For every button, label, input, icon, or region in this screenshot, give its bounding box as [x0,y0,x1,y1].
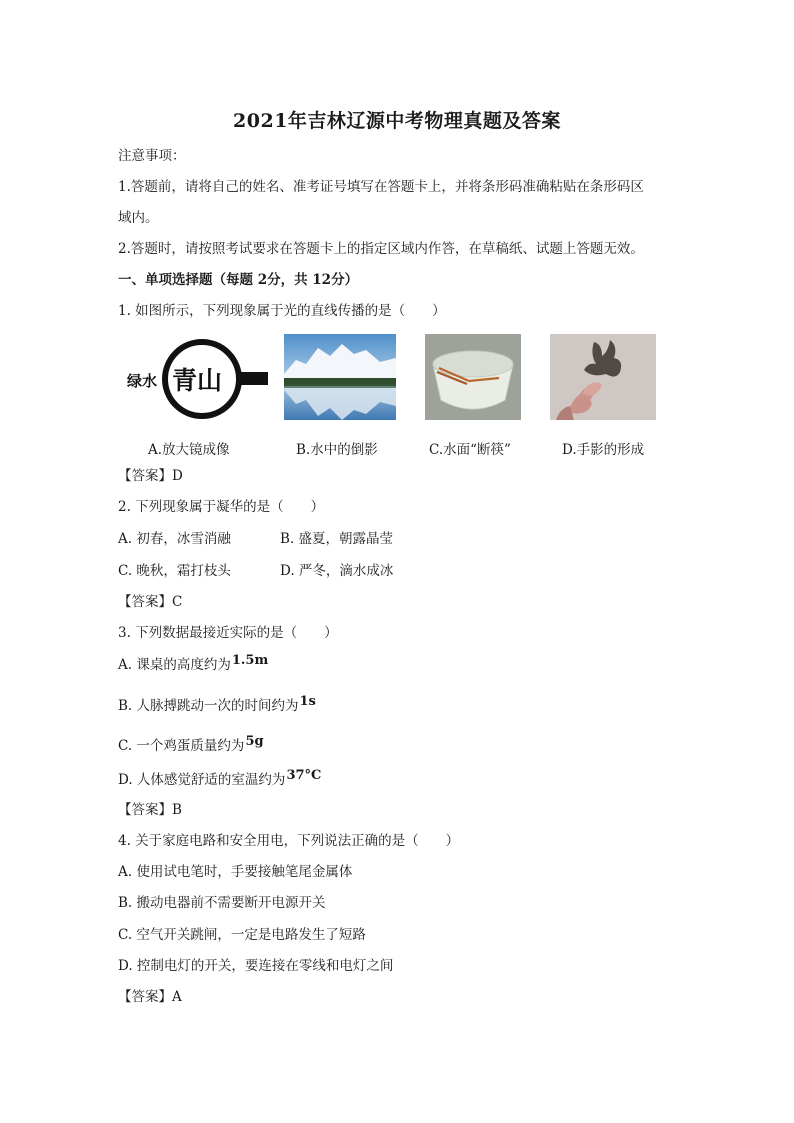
question-3-stem: 3. 下列数据最接近实际的是（ ） [118,625,338,641]
q3-option-a [118,653,269,675]
q3-option-c-value: 5g [245,734,264,749]
q3-option-d [118,768,322,790]
q1-option-c: C.水面“断筷” [429,442,511,458]
figure-label-qingshan: 青山 [172,366,223,395]
notice-item-1: 1.答题前，请将自己的姓名、准考证号填写在答题卡上，并将条形码准确粘贴在条形码区 [118,179,644,195]
q4-option-c: C. 空气开关跳闸，一定是电路发生了短路 [118,927,366,943]
q3-option-c [118,734,264,756]
notice-item-1-cont: 域内。 [118,210,159,226]
q3-option-c-text: C. 一个鸡蛋质量约为 [118,738,245,754]
section-heading: 一、单项选择题（每题 2分，共 12分） [118,272,359,288]
q3-answer: 【答案】B [118,802,182,818]
q2-option-d: D. 严冬，滴水成冰 [280,563,394,579]
notice-heading: 注意事项： [118,148,186,164]
q1-option-d: D.手影的形成 [562,442,645,458]
figure-bent-chopsticks [425,334,521,420]
q1-answer: 【答案】D [118,468,183,484]
q4-option-a: A. 使用试电笔时，手要接触笔尾金属体 [118,864,353,880]
q3-option-d-text: D. 人体感觉舒适的室温约为 [118,772,286,788]
q2-answer: 【答案】C [118,594,183,610]
q2-option-b: B. 盛夏，朝露晶莹 [280,531,394,547]
q3-option-b [118,694,316,716]
q4-answer: 【答案】A [118,989,182,1005]
figure-reflection [284,334,396,420]
q1-option-b: B.水中的倒影 [296,442,378,458]
q2-option-c: C. 晚秋，霜打枝头 [118,563,231,579]
q3-option-d-value: 37°C [286,768,322,783]
figure-magnifier [124,334,270,420]
q3-option-a-text: A. 课桌的高度约为 [118,657,231,673]
q4-option-b: B. 搬动电器前不需要断开电源开关 [118,895,326,911]
q3-option-b-text: B. 人脉搏跳动一次的时间约为 [118,698,299,714]
q3-option-b-value: 1s [299,694,316,709]
notice-item-2: 2.答题时，请按照考试要求在答题卡上的指定区域内作答，在草稿纸、试题上答题无效。 [118,241,644,257]
question-4-stem: 4. 关于家庭电路和安全用电，下列说法正确的是（ ） [118,833,460,849]
figure-label-lvshui: 绿水 [127,372,158,390]
page-title: 2021年吉林辽源中考物理真题及答案 [233,110,561,132]
question-1-stem: 1. 如图所示，下列现象属于光的直线传播的是（ ） [118,303,446,319]
q1-option-a: A.放大镜成像 [148,442,230,458]
q4-option-d: D. 控制电灯的开关，要连接在零线和电灯之间 [118,958,394,974]
q3-option-a-value: 1.5m [231,653,269,668]
figure-hand-shadow [550,334,656,420]
q2-option-a: A. 初春，冰雪消融 [118,531,231,547]
question-2-stem: 2. 下列现象属于凝华的是（ ） [118,499,325,515]
